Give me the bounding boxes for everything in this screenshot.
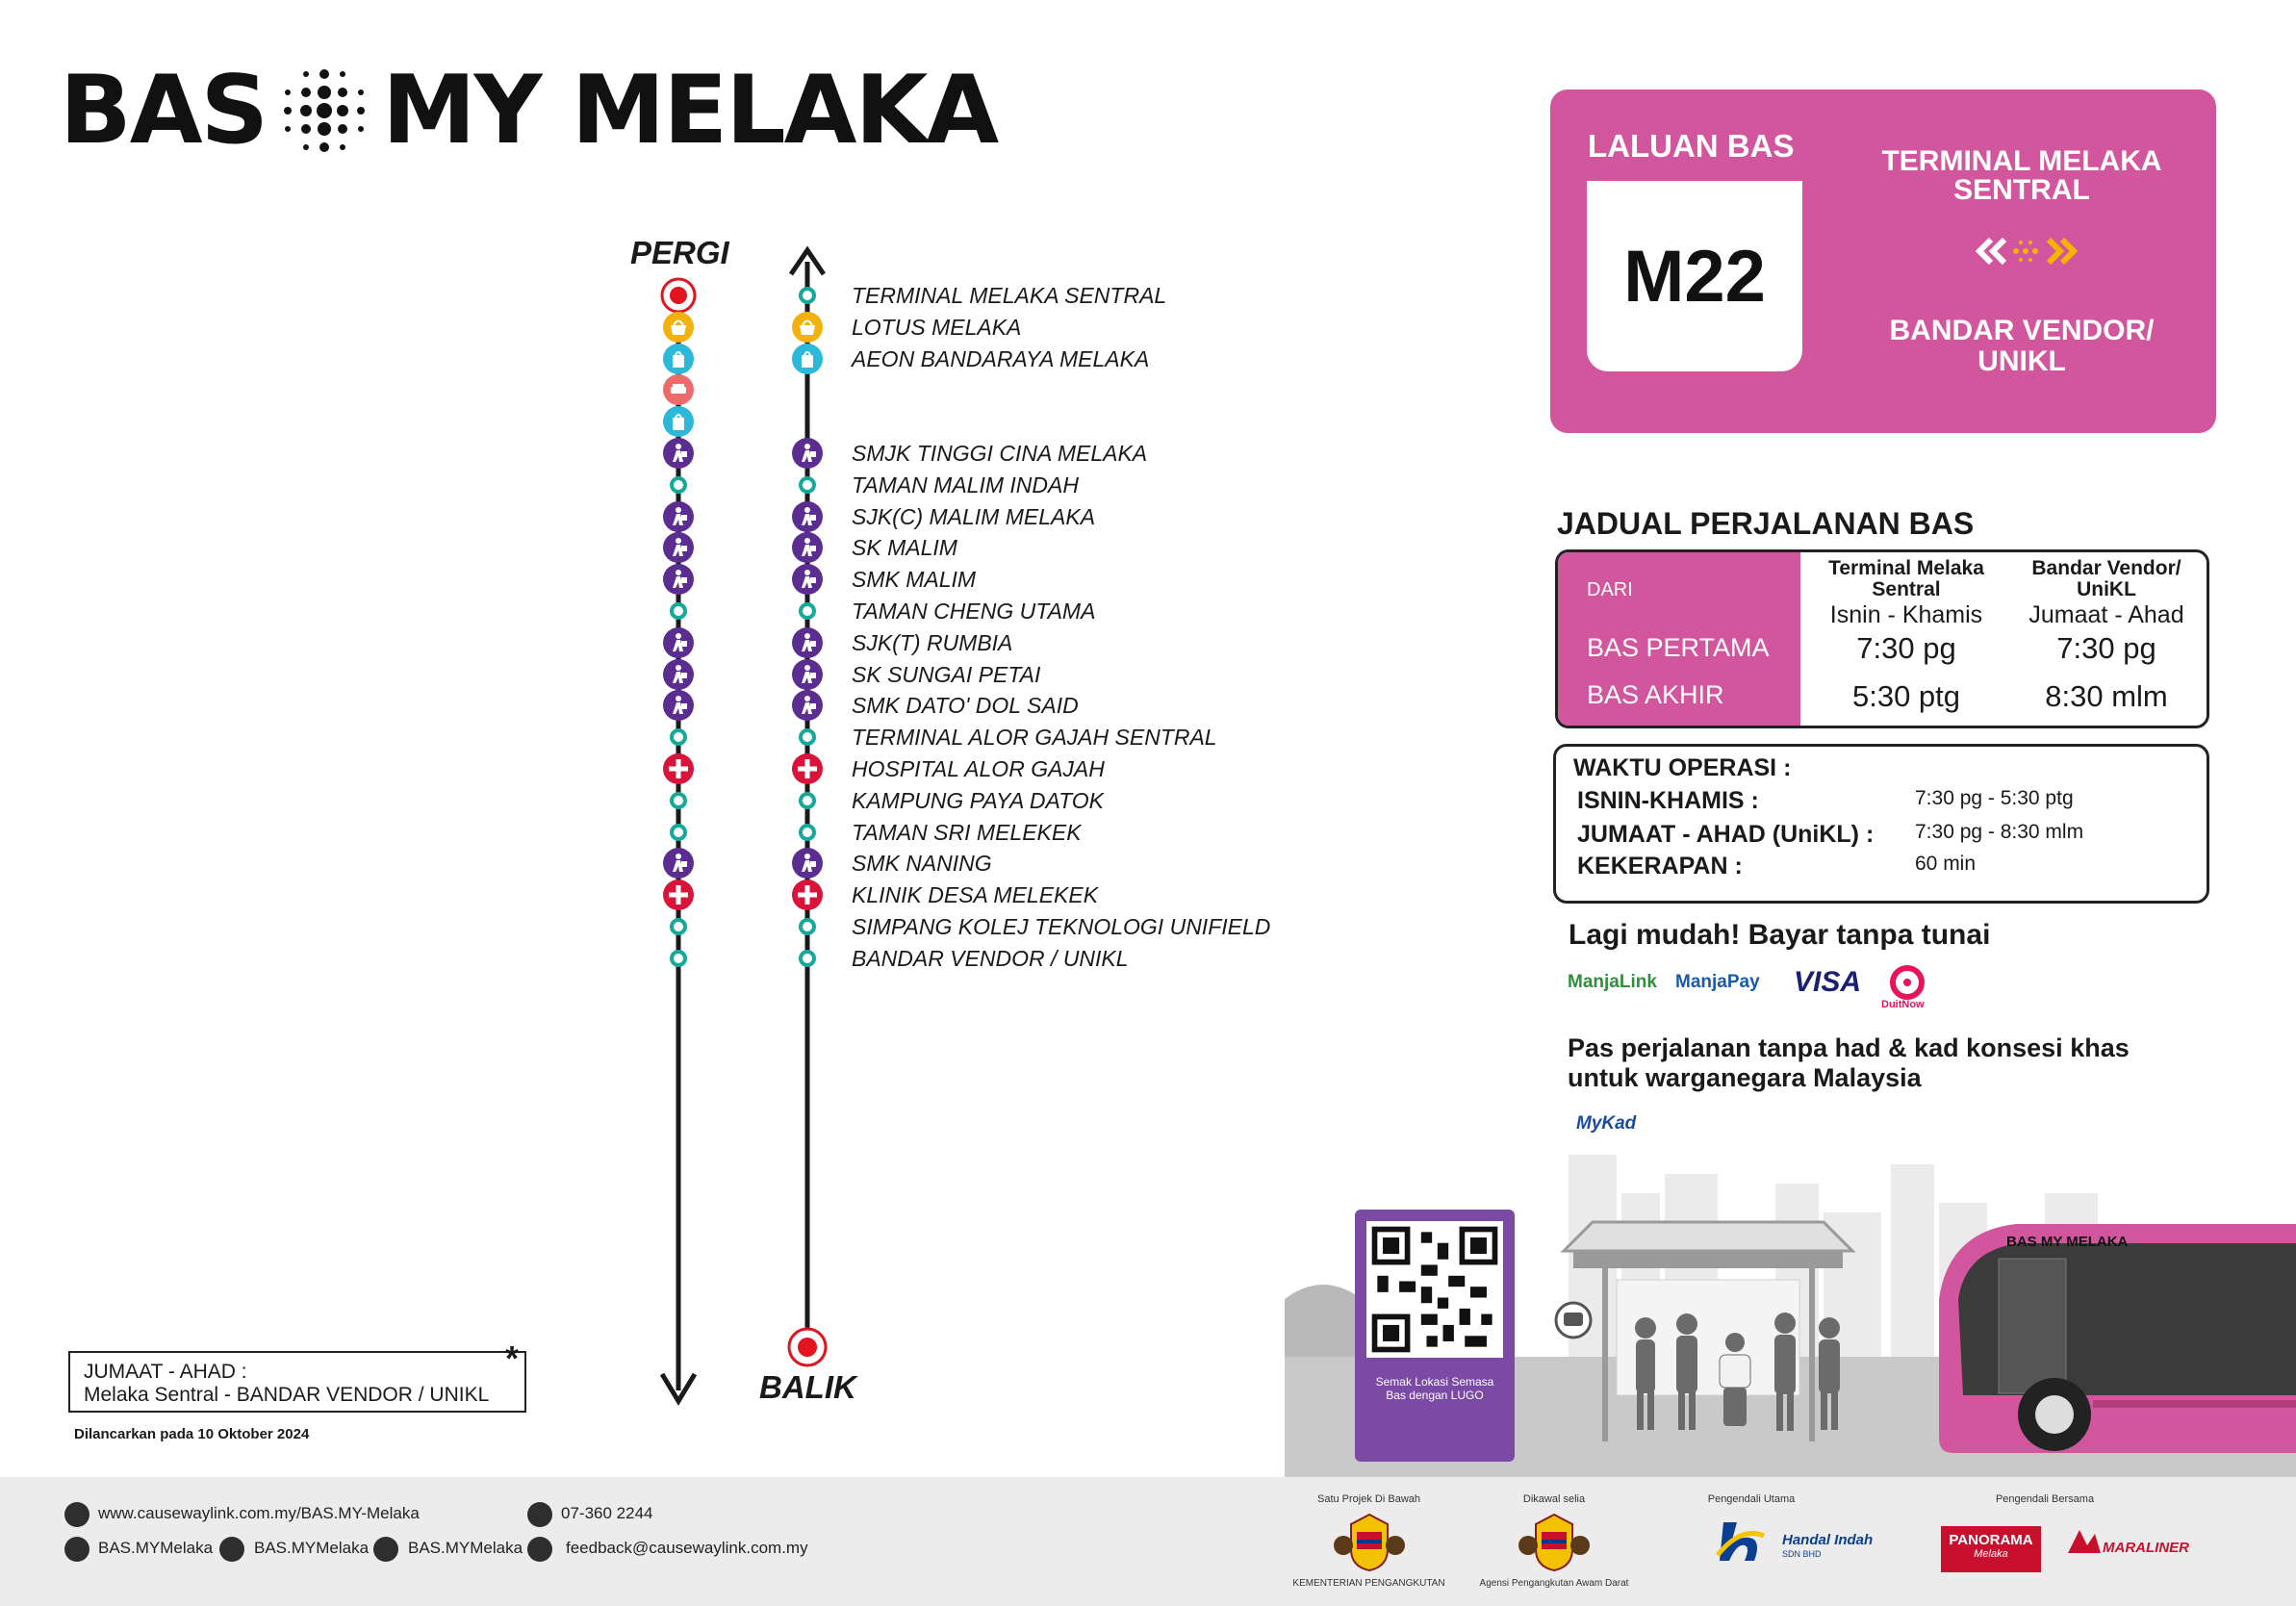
stop-icon xyxy=(798,791,817,810)
stop-label: TAMAN MALIM INDAH xyxy=(852,472,1079,497)
school-icon xyxy=(662,563,695,596)
ministry-crest-icon xyxy=(1332,1511,1407,1574)
shopping-bag-icon xyxy=(662,343,695,375)
phone-link[interactable]: 07-360 2244 xyxy=(561,1504,653,1522)
terminal-end-icon xyxy=(785,1325,829,1369)
facebook-link[interactable]: BAS.MYMelaka xyxy=(98,1539,214,1557)
school-icon xyxy=(791,689,824,722)
handal-indah-logo-icon xyxy=(1716,1517,1766,1572)
stop-icon xyxy=(798,475,817,495)
schedule-col2-title: Bandar Vendor/ UniKL xyxy=(2031,557,2181,600)
school-icon xyxy=(791,847,824,879)
stop-icon xyxy=(669,917,688,936)
stop-label: SK SUNGAI PETAI xyxy=(852,661,1041,687)
shopping-basket-icon xyxy=(662,311,695,344)
stop-label: SMK NANING xyxy=(852,851,992,877)
stop-label: SJK(C) MALIM MELAKA xyxy=(852,503,1096,529)
stop-label: HOSPITAL ALOR GAJAH xyxy=(852,756,1105,781)
maraliner-logo-icon xyxy=(2064,1524,2103,1563)
stop-icon xyxy=(798,286,817,305)
ops-row1-value: 7:30 pg - 5:30 ptg xyxy=(1915,787,2074,809)
manjalink-logo: ManjaLink xyxy=(1568,972,1657,992)
school-icon xyxy=(791,626,824,659)
stop-icon xyxy=(669,823,688,842)
phone-icon xyxy=(527,1502,552,1527)
stop-icon xyxy=(798,727,817,747)
stop-label: SJK(T) RUMBIA xyxy=(852,629,1013,655)
terminal-icon xyxy=(659,276,698,315)
school-icon xyxy=(662,689,695,722)
school-icon xyxy=(791,563,824,596)
schedule-col1-header xyxy=(1810,558,2003,629)
stop-label: LOTUS MELAKA xyxy=(852,314,1022,340)
partner3-name: Handal Indah xyxy=(1782,1532,1874,1548)
facebook-icon xyxy=(64,1537,89,1562)
hospital-icon xyxy=(662,752,695,785)
ops-row2-value: 7:30 pg - 8:30 mlm xyxy=(1915,821,2084,843)
partner4-caption: Pengendali Bersama xyxy=(1995,1493,2095,1505)
partner4-name: PANORAMA xyxy=(1949,1532,2033,1548)
tiktok-link[interactable]: BAS.MYMelaka xyxy=(408,1539,523,1557)
schedule-col1-last: 5:30 ptg xyxy=(1851,679,1961,713)
schedule-col2-days: Jumaat - Ahad xyxy=(2028,601,2184,628)
schedule-first-label: BAS PERTAMA xyxy=(1587,633,1770,662)
launch-date: Dilancarkan pada 10 Oktober 2024 xyxy=(74,1426,310,1442)
partner1-name: KEMENTERIAN PENGANGKUTAN xyxy=(1292,1578,1445,1589)
manjapay-logo: ManjaPay xyxy=(1675,972,1760,992)
stop-icon xyxy=(798,823,817,842)
stop-icon xyxy=(669,475,688,495)
brand-right: MY MELAKA xyxy=(382,56,998,166)
stop-label: SK MALIM xyxy=(852,535,957,561)
route-code: M22 xyxy=(1587,181,1802,371)
brand-left: BAS xyxy=(60,56,268,166)
ops-row3-value: 60 min xyxy=(1915,853,1977,875)
school-icon xyxy=(791,437,824,470)
schedule-col1-title: Terminal Melaka Sentral xyxy=(1828,557,1984,600)
qr-caption: Semak Lokasi Semasa Bas dengan LUGO xyxy=(1375,1375,1494,1402)
direction-inbound-label: BALIK xyxy=(759,1369,856,1405)
stop-label: BANDAR VENDOR / UNIKL xyxy=(852,945,1129,971)
schedule-col1-first: 7:30 pg xyxy=(1856,631,1956,665)
stop-icon xyxy=(798,949,817,968)
duitnow-icon xyxy=(1889,964,1926,1001)
school-icon xyxy=(791,658,824,691)
stop-label: TAMAN SRI MELEKEK xyxy=(852,819,1082,845)
visa-logo: VISA xyxy=(1794,966,1862,998)
note-star: * xyxy=(504,1338,519,1378)
stop-label: TAMAN CHENG UTAMA xyxy=(852,599,1096,624)
schedule-col2-first: 7:30 pg xyxy=(2056,631,2156,665)
route-from: TERMINAL MELAKA SENTRAL xyxy=(1881,145,2162,206)
partner2-caption: Dikawal selia xyxy=(1522,1493,1586,1505)
route-card xyxy=(1550,89,2216,433)
stop-label: SMJK TINGGI CINA MELAKA xyxy=(852,441,1148,466)
mykad-logo: MyKad xyxy=(1576,1113,1637,1134)
schedule-last-label: BAS AKHIR xyxy=(1587,680,1724,709)
food-icon xyxy=(662,373,695,406)
web-icon xyxy=(64,1502,89,1527)
partner2-name: Agensi Pengangkutan Awam Darat xyxy=(1479,1578,1629,1589)
panorama-logo xyxy=(1941,1526,2041,1572)
stop-label: SMK DATO' DOL SAID xyxy=(852,693,1079,719)
stop-icon xyxy=(669,949,688,968)
school-icon xyxy=(662,847,695,879)
duitnow-label: DuitNow xyxy=(1881,999,1925,1010)
weekend-note-line1: JUMAAT - AHAD : xyxy=(84,1361,247,1383)
email-icon xyxy=(527,1537,552,1562)
schedule-title: JADUAL PERJALANAN BAS xyxy=(1557,506,1975,541)
partner4-name2: MARALINER xyxy=(2103,1540,2189,1556)
schedule-col2-last: 8:30 mlm xyxy=(2045,679,2168,713)
stop-label: KLINIK DESA MELEKEK xyxy=(852,882,1099,908)
stop-label: SIMPANG KOLEJ TEKNOLOGI UNIFIELD xyxy=(852,914,1271,939)
payment-title: Lagi mudah! Bayar tanpa tunai xyxy=(1569,919,1991,951)
bidirectional-arrow-icon xyxy=(1970,230,2085,272)
school-icon xyxy=(791,531,824,564)
stop-label: TERMINAL ALOR GAJAH SENTRAL xyxy=(852,725,1217,751)
stop-label: SMK MALIM xyxy=(852,567,977,593)
partner3-sub: SDN BHD xyxy=(1782,1549,1822,1559)
stop-label: KAMPUNG PAYA DATOK xyxy=(852,787,1105,813)
ops-row1-label: ISNIN-KHAMIS : xyxy=(1577,787,1759,814)
pass-text: Pas perjalanan tanpa had & kad konsesi khas untuk warganegara Malaysia xyxy=(1568,1033,2130,1092)
schedule-col1-days: Isnin - Khamis xyxy=(1829,601,1983,628)
ops-row2-label: JUMAAT - AHAD (UniKL) : xyxy=(1577,821,1875,848)
school-icon xyxy=(662,531,695,564)
weekend-note xyxy=(68,1338,526,1413)
instagram-icon xyxy=(219,1537,244,1562)
shopping-basket-icon xyxy=(791,311,824,344)
shopping-bag-icon xyxy=(791,343,824,375)
partner1-caption: Satu Projek Di Bawah xyxy=(1317,1493,1420,1505)
agency-crest-icon xyxy=(1517,1511,1592,1574)
instagram-link[interactable]: BAS.MYMelaka xyxy=(254,1539,370,1557)
website-link[interactable]: www.causewaylink.com.my/BAS.MY-Melaka xyxy=(98,1504,420,1522)
school-icon xyxy=(662,658,695,691)
email-link[interactable]: feedback@causewaylink.com.my xyxy=(566,1539,808,1557)
schedule-col2-header xyxy=(2010,558,2203,629)
hospital-icon xyxy=(791,879,824,911)
schedule-table xyxy=(1555,549,2209,728)
operating-hours xyxy=(1553,744,2209,904)
schedule-from-label: DARI xyxy=(1587,579,1633,600)
school-icon xyxy=(662,500,695,533)
bus-brand: BAS MY MELAKA xyxy=(2006,1234,2129,1250)
stop-label: TERMINAL MELAKA SENTRAL xyxy=(852,283,1167,308)
stop-icon xyxy=(798,601,817,621)
ops-row3-label: KEKERAPAN : xyxy=(1577,853,1743,879)
stop-icon xyxy=(669,791,688,810)
stop-label: AEON BANDARAYA MELAKA xyxy=(852,345,1150,371)
weekend-note-line2: Melaka Sentral - BANDAR VENDOR / UNIKL xyxy=(84,1384,490,1406)
partner3-caption: Pengendali Utama xyxy=(1707,1493,1796,1505)
qr-code-icon xyxy=(1366,1221,1503,1358)
school-icon xyxy=(662,437,695,470)
qr-panel xyxy=(1355,1210,1515,1462)
stop-icon xyxy=(669,727,688,747)
school-icon xyxy=(791,500,824,533)
partner4-sub: Melaka xyxy=(1974,1548,2008,1560)
route-to: BANDAR VENDOR/ UNIKL xyxy=(1889,315,2155,377)
route-lines xyxy=(0,0,1270,1424)
hospital-icon xyxy=(662,879,695,911)
school-icon xyxy=(662,626,695,659)
ops-title: WAKTU OPERASI : xyxy=(1573,754,1792,781)
hospital-icon xyxy=(791,752,824,785)
direction-outbound-label: PERGI xyxy=(630,235,729,270)
stop-icon xyxy=(669,601,688,621)
shopping-bag-icon xyxy=(662,405,695,438)
route-tag: LALUAN BAS xyxy=(1588,128,1795,164)
stop-icon xyxy=(798,917,817,936)
tiktok-icon xyxy=(373,1537,398,1562)
